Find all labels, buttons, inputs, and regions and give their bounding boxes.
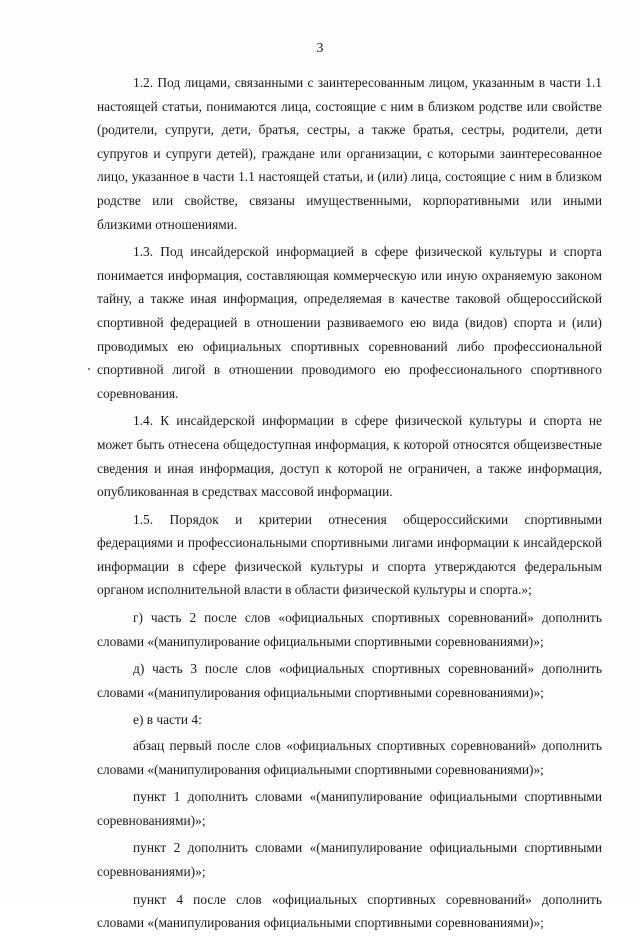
paragraph-1-5: 1.5. Порядок и критерии отнесения общероссийскими спортивными федерациями и профессиональными спортивными лигами информации к инсайдерской информации в сфере физической культуры и спорта утверждаются федеральным органом исполнительной власти в области физической культуры и спорта.»; [97, 511, 602, 598]
paragraph-d: д) часть 3 после слов «официальных спортивных соревнований» дополнить словами «(манипулирования официальными спортивными соревнованиями)»; [97, 661, 602, 700]
page-number: 3 [316, 41, 324, 56]
paragraph-e-punkt-4: пункт 4 после слов «официальных спортивных соревнований» дополнить словами «(манипулирования официальными спортивными соревнованиями)»; [97, 891, 602, 931]
margin-mark [88, 368, 90, 370]
paragraph-e-punkt-1: пункт 1 дополнить словами «(манипулирование официальными спортивными соревнованиями)»; [97, 789, 602, 828]
paragraph-1-2: 1.2. Под лицами, связанными с заинтересованным лицом, указанным в части 1.1 настоящей статьи, понимаются лица, состоящие с ним в близком родстве или свойстве (родители, супруги, дети, братья, сестры, а также братья, сестры, родители, дети супругов и супруги детей), граждане или организации, с которыми заинтересованное лицо, указанное в части 1.1 настоящей статьи, и (или) лица, состоящие с ним в близком родстве или свойстве, связаны имущественными, корпоративными или иными близкими отношениями. [97, 75, 602, 232]
paragraph-g: г) часть 2 после слов «официальных спортивных соревнований» дополнить словами «(манипулирование официальными спортивными соревнованиями)»; [97, 610, 602, 649]
paragraph-e: е) в части 4: [133, 712, 202, 728]
paragraph-1-4: 1.4. К инсайдерской информации в сфере физической культуры и спорта не может быть отнесена общедоступная информация, к которой относятся общеизвестные сведения и иная информация, доступ к которой не ограничен, а также информация, опубликованная в средствах массовой информации. [97, 413, 602, 500]
document-body [97, 71, 602, 939]
paragraph-1-3: 1.3. Под инсайдерской информацией в сфере физической культуры и спорта понимается информация, составляющая коммерческую или иную охраняемую законом тайну, а также иная информация, определяемая в качестве таковой общероссийской спортивной федерацией в отношении развиваемого ею вида (видов) спорта и (или) проводимых ею официальных спортивных соревнований либо профессиональной спортивной лигой в отношении проводимого ею профессионального спортивного соревнования. [97, 244, 602, 401]
paragraph-e-punkt-2: пункт 2 дополнить словами «(манипулирование официальными спортивными соревнованиями)»; [97, 840, 602, 879]
paragraph-e-abzac-1: абзац первый после слов «официальных спортивных соревнований» дополнить словами «(манипулирования официальными спортивными соревнованиями)»; [97, 738, 602, 777]
